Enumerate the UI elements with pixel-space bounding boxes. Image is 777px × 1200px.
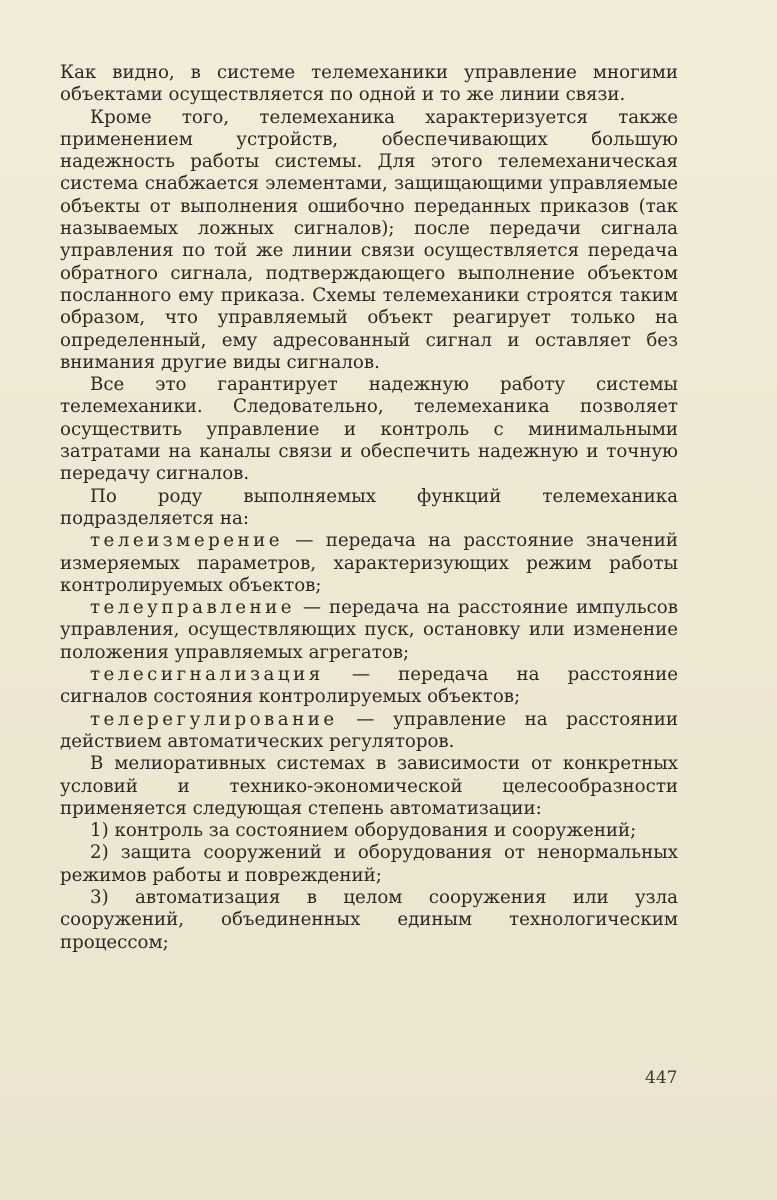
page-number: 447 bbox=[645, 1068, 678, 1088]
definition-text: — передача на расстояние сигналов состояния контролируемых объектов; bbox=[60, 664, 678, 708]
list-item: 2) защита сооружений и оборудования от ненормальных режимов работы и повреждений; bbox=[60, 842, 678, 886]
definition-item bbox=[60, 664, 678, 709]
definition-text: — передача на расстояние импульсов управления, осуществляющих пуск, остановку или изменение положения управляемых агрегатов; bbox=[60, 597, 678, 663]
definition-term: телерегулирование bbox=[90, 708, 338, 730]
definition-term: телесигнализация bbox=[90, 664, 324, 686]
paragraph: Все это гарантирует надежную работу системы телемеханики. Следовательно, телемеханика позволяет осуществить управление и контроль с минимальными затратами на каналы связи и обеспечить надежную и точную передачу сигналов. bbox=[60, 374, 678, 485]
definition-text: — передача на расстояние значений измеряемых параметров, характеризующих режим работы контролируемых объектов; bbox=[60, 530, 678, 596]
paragraph: По роду выполняемых функций телемеханика подразделяется на: bbox=[60, 485, 678, 529]
definition-text: — управление на расстоянии действием автоматических регуляторов. bbox=[60, 708, 678, 752]
paragraph: Кроме того, телемеханика характеризуется также применением устройств, обеспечивающих большую надежность работы системы. Для этого телемеханическая система снабжается элементами, защищающими управляемые объекты от выполнения ошибочно переданных приказов (так называемых ложных сигналов); после передачи сигнала управления по той же линии связи осуществляется передача обратного сигнала, подтверждающего выполнение объектом посланного ему приказа. Схемы телемеханики строятся таким образом, что управляемый объект реагирует только на определенный, ему адресованный сигнал и оставляет без внимания другие виды сигналов. bbox=[60, 106, 678, 373]
paragraph: Как видно, в системе телемеханики управление многими объектами осуществляется по одной и то же линии связи. bbox=[60, 62, 678, 106]
page-body bbox=[60, 62, 678, 954]
definition-item bbox=[60, 530, 678, 597]
definition-item bbox=[60, 597, 678, 664]
list-item: 1) контроль за состоянием оборудования и сооружений; bbox=[90, 820, 637, 842]
definition-term: телеизмерение bbox=[90, 530, 284, 552]
paragraph: В мелиоративных системах в зависимости от конкретных условий и технико-экономической целесообразности применяется следующая степень автоматизации: bbox=[60, 753, 678, 819]
definition-item bbox=[60, 709, 678, 754]
definition-term: телеуправление bbox=[90, 597, 296, 619]
list-item: 3) автоматизация в целом сооружения или узла сооружений, объединенных единым технологическим процессом; bbox=[60, 886, 678, 953]
